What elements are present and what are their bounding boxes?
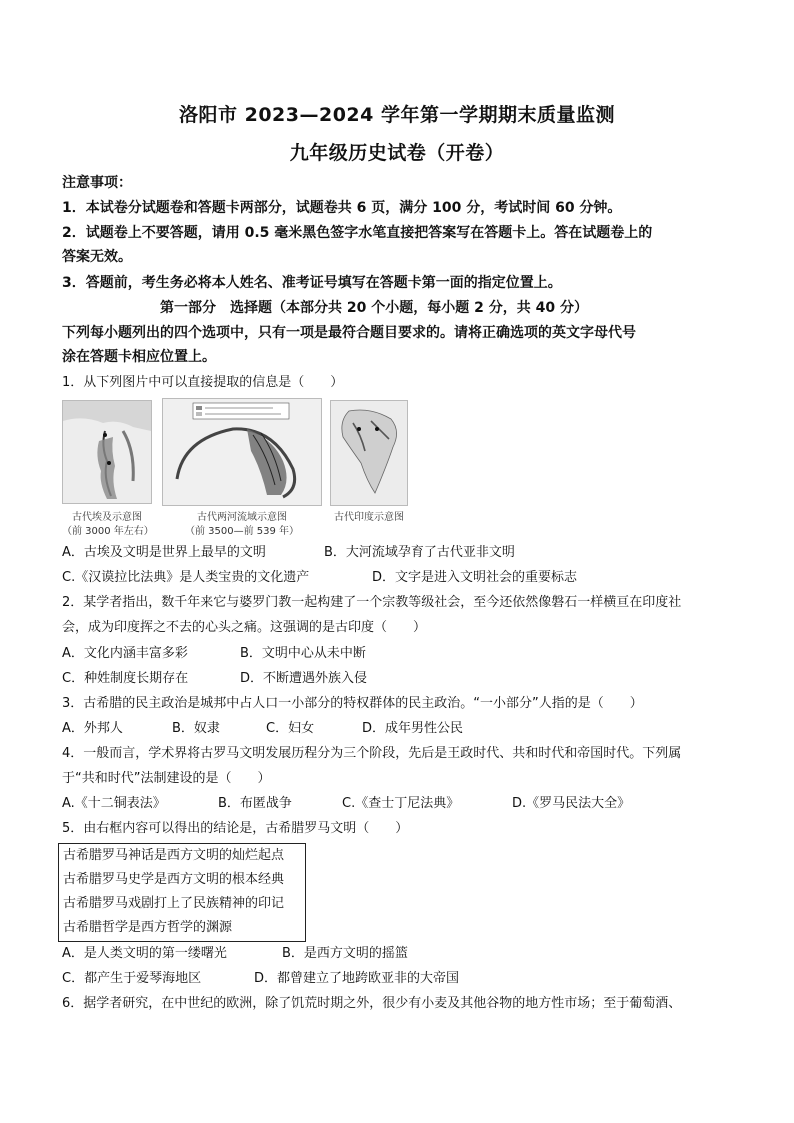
q4-option-c[interactable]: C.《查士丁尼法典》 <box>342 796 460 811</box>
notice-item-1: 1．本试卷分试题卷和答题卡两部分，试题卷共 6 页，满分 100 分，考试时间 60 分钟。 <box>62 200 622 216</box>
part1-instruction: 下列每小题列出的四个选项中，只有一项是最符合题目要求的。请将正确选项的英文字母代号 <box>62 325 636 341</box>
q5-box-line: 古希腊罗马史学是西方文明的根本经典 <box>63 872 285 887</box>
q5-box-line: 古希腊罗马戏剧打上了民族精神的印记 <box>63 896 285 911</box>
q5-option-d[interactable]: D．都曾建立了地跨欧亚非的大帝国 <box>254 971 460 986</box>
mesopotamia-map <box>162 398 322 506</box>
mesopotamia-map-caption: 古代两河流域示意图 <box>197 512 287 523</box>
q2-option-c[interactable]: C．种姓制度长期存在 <box>62 671 189 686</box>
q3-option-b[interactable]: B．奴隶 <box>172 721 220 736</box>
egypt-map-caption: 古代埃及示意图 <box>72 512 142 523</box>
q5-box-line: 古希腊哲学是西方哲学的渊源 <box>63 920 233 935</box>
q1-option-d[interactable]: D．文字是进入文明社会的重要标志 <box>372 570 578 585</box>
q2-options-row1 <box>62 645 366 663</box>
exam-title: 洛阳市 2023—2024 学年第一学期期末质量监测 <box>179 104 615 126</box>
q3-options <box>62 720 463 738</box>
q4-options <box>62 795 630 813</box>
q3-option-d[interactable]: D．成年男性公民 <box>362 721 464 736</box>
q5-quote-box <box>58 843 306 942</box>
egypt-map-date: （前 3000 年左右） <box>62 526 154 537</box>
part1-heading: 第一部分 选择题（本部分共 20 个小题，每小题 2 分，共 40 分） <box>160 300 588 316</box>
part1-instruction-cont: 涂在答题卡相应位置上。 <box>62 349 216 365</box>
q1-map-figures <box>62 398 422 536</box>
exam-subtitle: 九年级历史试卷（开卷） <box>289 142 505 164</box>
q1-options-row2 <box>62 569 577 587</box>
q1-options-row1 <box>62 544 515 562</box>
q4-stem-cont: 于“共和时代”法制建设的是（ ） <box>62 771 271 786</box>
q4-stem: 4．一般而言，学术界将古罗马文明发展历程分为三个阶段，先后是王政时代、共和时代和帝国时代。下列属 <box>62 746 682 761</box>
q6-stem: 6．据学者研究，在中世纪的欧洲，除了饥荒时期之外，很少有小麦及其他谷物的地方性市场；至于葡萄酒、 <box>62 996 682 1011</box>
q4-option-a[interactable]: A.《十二铜表法》 <box>62 796 166 811</box>
q5-options-row1 <box>62 945 408 963</box>
q5-option-b[interactable]: B．是西方文明的摇篮 <box>282 946 408 961</box>
q2-option-b[interactable]: B．文明中心从未中断 <box>240 646 366 661</box>
notice-heading: 注意事项： <box>62 175 132 191</box>
q1-stem: 1．从下列图片中可以直接提取的信息是（ ） <box>62 375 344 390</box>
q5-option-c[interactable]: C．都产生于爱琴海地区 <box>62 971 202 986</box>
q3-option-c[interactable]: C．妇女 <box>266 721 315 736</box>
q5-options-row2 <box>62 970 459 988</box>
q2-stem: 2．某学者指出，数千年来它与婆罗门教一起构建了一个宗教等级社会，至今还依然像磐石一样横亘在印度社 <box>62 595 682 610</box>
notice-item-2: 2．试题卷上不要答题，请用 0.5 毫米黑色签字水笔直接把答案写在答题卡上。答在试题卷上的 <box>62 225 653 241</box>
q3-option-a[interactable]: A．外邦人 <box>62 721 123 736</box>
egypt-map <box>62 400 152 504</box>
notice-item-2-cont: 答案无效。 <box>62 249 132 265</box>
mesopotamia-map-date: （前 3500—前 539 年） <box>184 526 300 537</box>
q3-stem: 3．古希腊的民主政治是城邦中占人口一小部分的特权群体的民主政治。“一小部分”人指的是（ ） <box>62 696 643 711</box>
q2-options-row2 <box>62 670 367 688</box>
q1-option-a[interactable]: A．古埃及文明是世界上最早的文明 <box>62 545 266 560</box>
notice-item-3: 3．答题前，考生务必将本人姓名、准考证号填写在答题卡第一面的指定位置上。 <box>62 275 562 291</box>
india-map <box>330 400 408 506</box>
q5-option-a[interactable]: A．是人类文明的第一缕曙光 <box>62 946 227 961</box>
q2-option-a[interactable]: A．文化内涵丰富多彩 <box>62 646 188 661</box>
q4-option-d[interactable]: D.《罗马民法大全》 <box>512 796 631 811</box>
q5-stem: 5．由右框内容可以得出的结论是，古希腊罗马文明（ ） <box>62 821 409 836</box>
q1-option-c[interactable]: C.《汉谟拉比法典》是人类宝贵的文化遗产 <box>62 570 310 585</box>
q2-option-d[interactable]: D．不断遭遇外族入侵 <box>240 671 368 686</box>
india-map-caption: 古代印度示意图 <box>334 512 404 523</box>
q4-option-b[interactable]: B．布匿战争 <box>218 796 292 811</box>
q2-stem-cont: 会，成为印度挥之不去的心头之痛。这强调的是古印度（ ） <box>62 620 427 635</box>
q1-option-b[interactable]: B．大河流域孕育了古代亚非文明 <box>324 545 515 560</box>
q5-box-line: 古希腊罗马神话是西方文明的灿烂起点 <box>63 848 285 863</box>
